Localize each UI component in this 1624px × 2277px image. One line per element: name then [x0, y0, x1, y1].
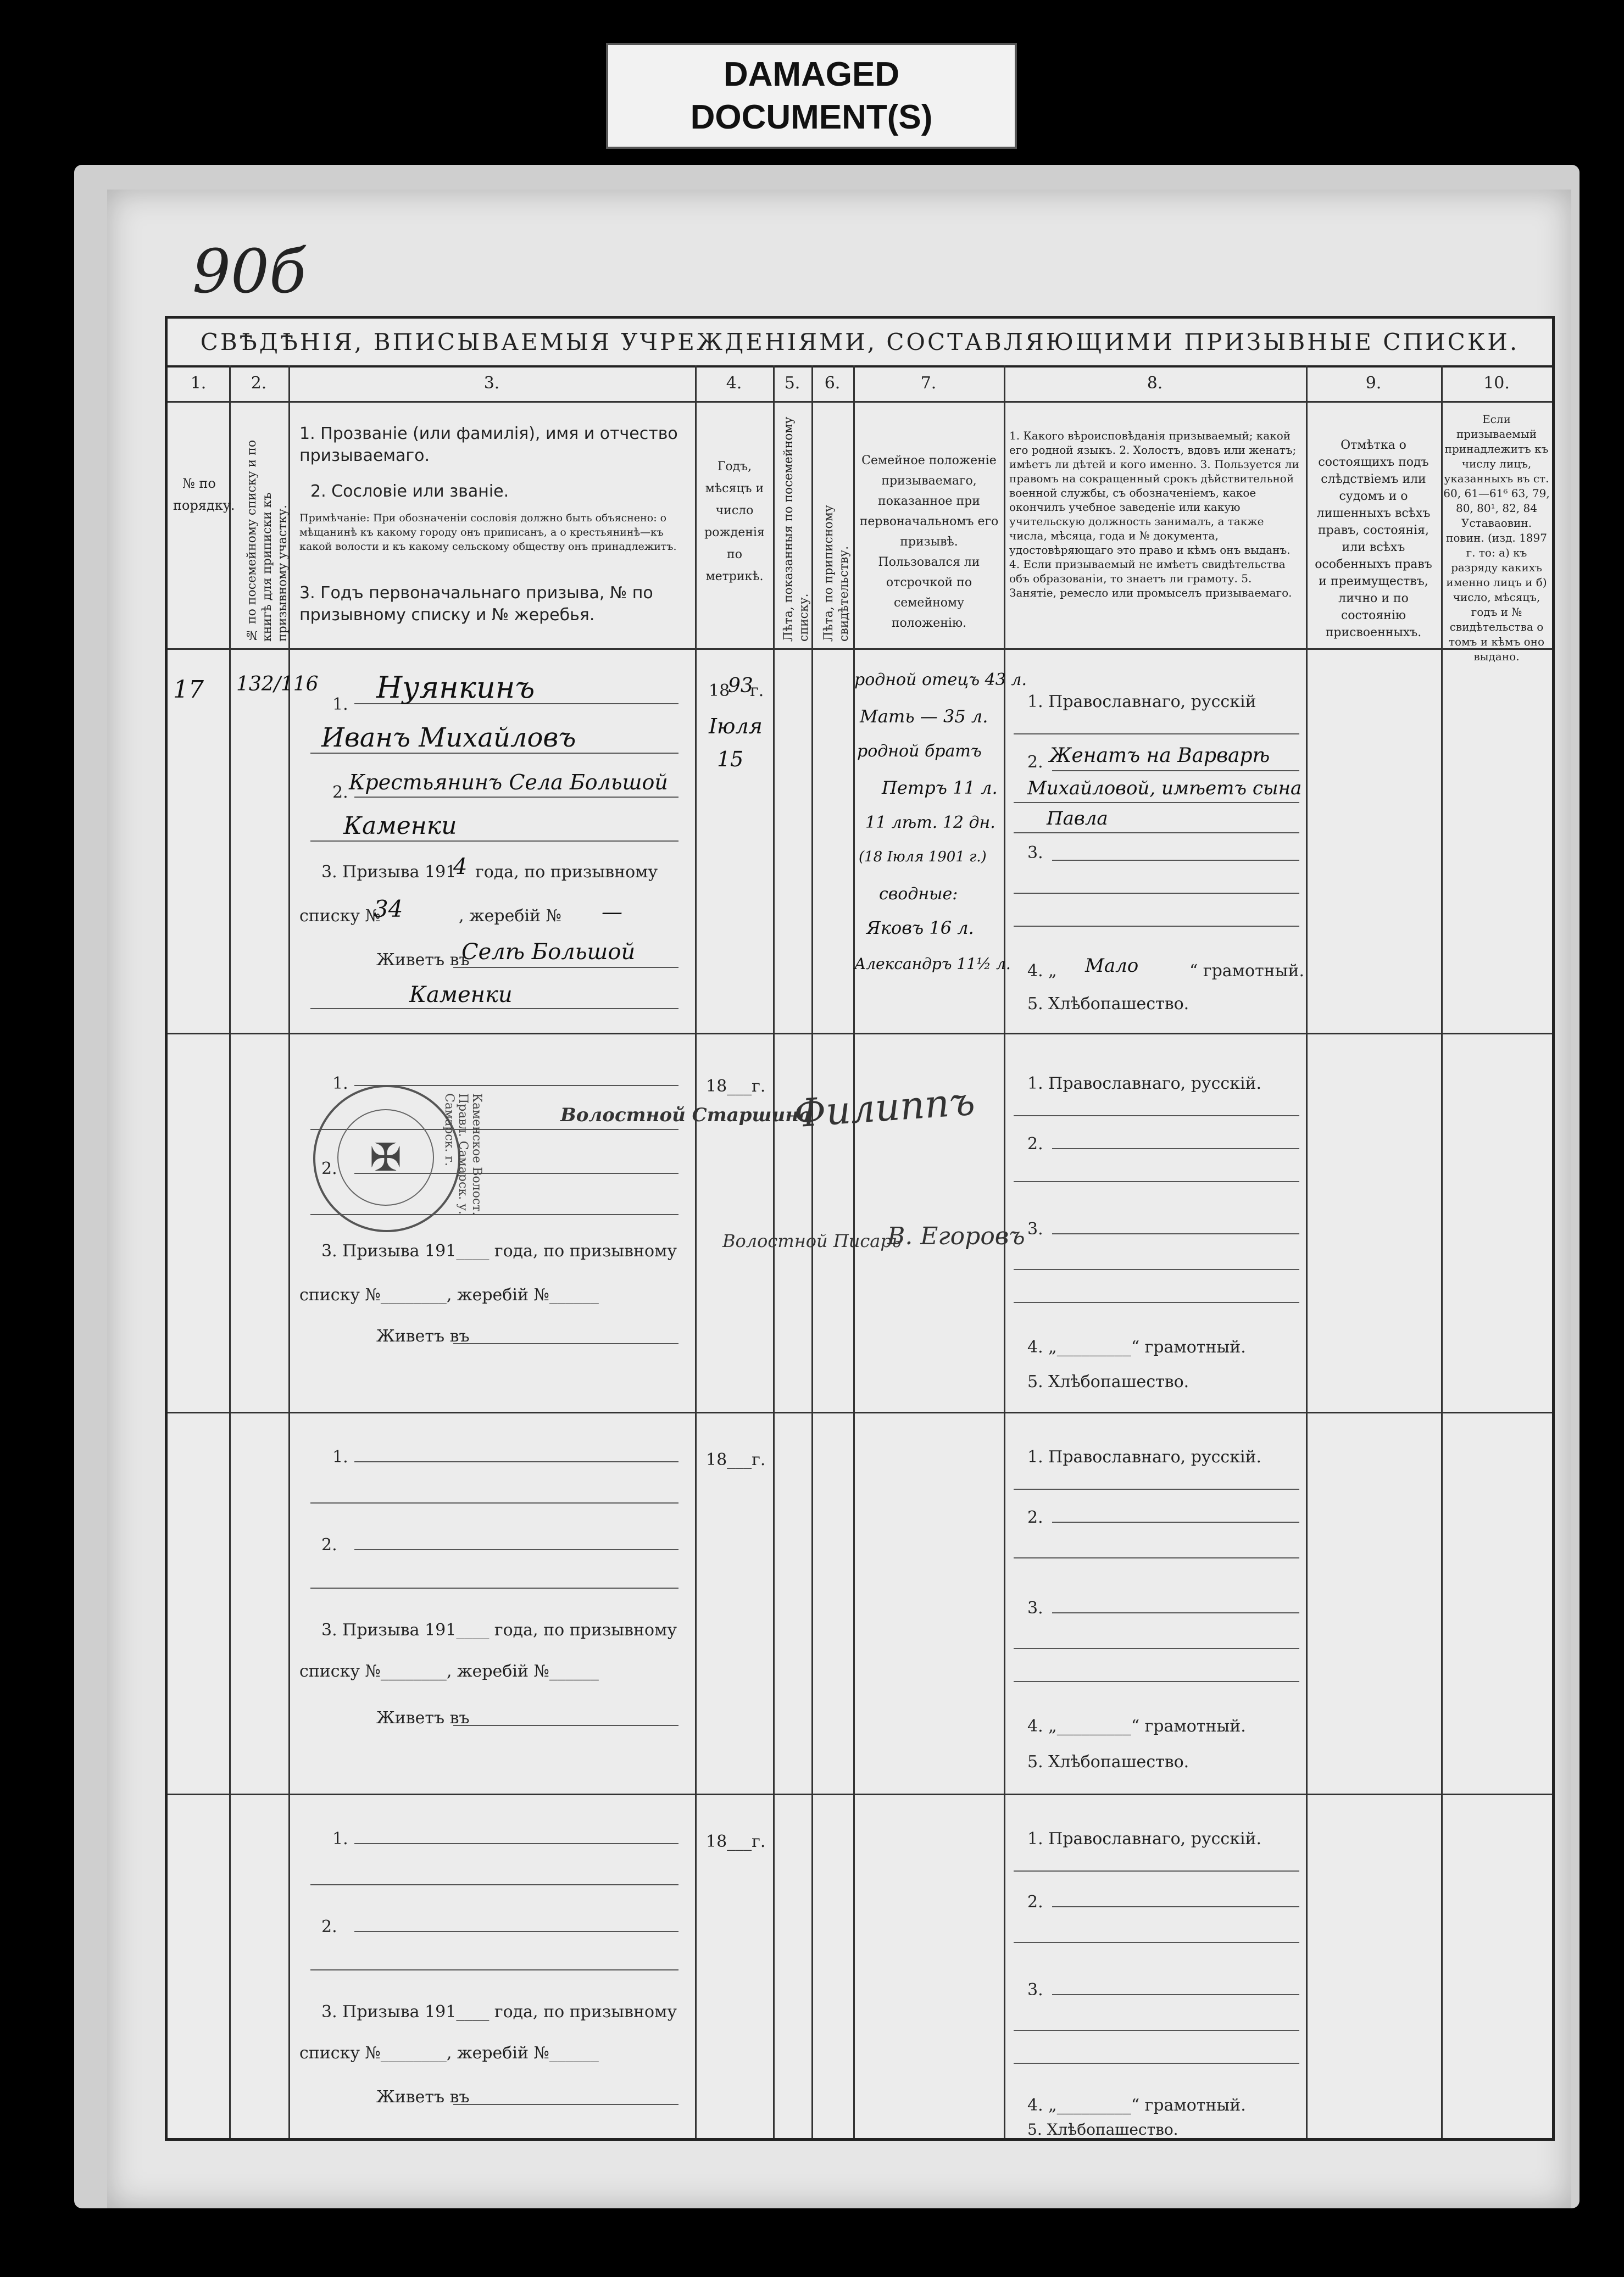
official-seal: [313, 1085, 460, 1232]
header-c5: Лѣта, показанныя по посемейному списку.: [782, 416, 811, 642]
elder-signature: Филиппъ: [792, 1078, 977, 1137]
entry2-list: списку №________, жеребій №______: [299, 1285, 599, 1305]
col-number: 1.: [190, 374, 207, 393]
entry-list-num: 34: [374, 895, 403, 922]
entry-lives: Селѣ Большой: [461, 939, 636, 965]
underline: [1052, 1148, 1299, 1149]
entry2-c8-3: 3.: [1027, 1220, 1043, 1239]
entry-birth-day: 15: [717, 747, 744, 771]
col-divider: [695, 365, 697, 2138]
underline: [1014, 733, 1299, 734]
entry3-draft: 3. Призыва 191____ года, по призывному: [321, 1621, 677, 1640]
entry2-lives-label: Живетъ въ: [376, 1327, 470, 1346]
family-line: Яковъ 16 л.: [866, 917, 974, 938]
entry-line1-prefix: 1.: [332, 695, 348, 714]
row-divider: [168, 1033, 1552, 1034]
entry-list-number: 132/116: [236, 673, 319, 695]
header-c2: № по посемейному списку и по книгѣ для приписки къ призывному участку.: [245, 439, 290, 642]
col-divider: [853, 365, 855, 2138]
underline: [310, 840, 678, 842]
underline: [1052, 1522, 1299, 1523]
entry3-birth: 18___г.: [706, 1450, 766, 1469]
underline: [1014, 1115, 1299, 1116]
col-number: 3.: [483, 374, 500, 393]
entry2-c8-4: 4. „_________“ грамотный.: [1027, 1338, 1246, 1357]
col-number: 6.: [824, 374, 841, 393]
header-c3-item3: 3. Годъ первоначальнаго призыва, № по призывному списку и № жеребья.: [299, 583, 653, 625]
col-number: 4.: [726, 374, 742, 393]
entry-list-label: списку №: [299, 906, 381, 926]
entry4-c8-religion: 1. Православнаго, русскій.: [1027, 1829, 1262, 1849]
entry3-c8-3: 3.: [1027, 1599, 1043, 1618]
family-line: Александръ 11½ л.: [854, 955, 1011, 973]
entry2-draft: 3. Призыва 191____ года, по призывному: [321, 1242, 677, 1261]
underline: [1052, 1612, 1299, 1613]
underline: [1014, 1269, 1299, 1270]
underline: [354, 1931, 678, 1932]
family-line: сводные:: [879, 884, 958, 904]
underline: [1014, 926, 1299, 927]
c8-occupation: 5. Хлѣбопашество.: [1027, 994, 1189, 1014]
underline: [354, 1549, 678, 1550]
entry-draft-label-a: 3. Призыва 191: [321, 862, 457, 882]
damaged-label-line1: DAMAGED: [723, 55, 900, 93]
row-divider: [168, 1794, 1552, 1795]
family-line: 11 лѣт. 12 дн.: [865, 813, 995, 832]
header-c3-note: Примѣчаніе: При обозначеніи сословія должно быть объяснено: о мѣщанинѣ къ какому городу онъ приписанъ, а о крестьянинѣ—къ какой волости и къ какому сельскому обществу онъ принадлежитъ.: [299, 512, 677, 553]
col-number: 7.: [920, 374, 937, 393]
col-number: 10.: [1483, 374, 1510, 393]
c8-literacy: Мало: [1085, 955, 1139, 977]
eagle-emblem-icon: ✠: [337, 1109, 434, 1206]
header-c7: Семейное положеніе призываемаго, показанное при первоначальномъ его призывѣ. Пользовался ли отсрочкой по семейному положенію.: [859, 454, 999, 630]
header-c3-item1: 1. Прозваніе (или фамилія), имя и отчество призываемаго.: [299, 424, 678, 465]
underline: [453, 967, 678, 968]
c8-marital: Женатъ на Варварѣ: [1049, 744, 1270, 767]
underline: [1014, 2030, 1299, 2031]
entry-birth-suffix: г.: [750, 681, 764, 700]
entry2-c8-2: 2.: [1027, 1134, 1043, 1154]
underline: [1014, 1181, 1299, 1182]
entry-number: 17: [173, 676, 204, 704]
entry4-draft: 3. Призыва 191____ года, по призывному: [321, 2002, 677, 2022]
underline: [453, 2104, 678, 2105]
entry4-c8-3: 3.: [1027, 1980, 1043, 2000]
row-divider: [168, 1412, 1552, 1413]
entry4-lives-label: Живетъ въ: [376, 2087, 470, 2107]
margin-page-number: 90б: [192, 236, 307, 307]
underline: [354, 1085, 678, 1086]
c8-marital-2: Михайловой, имѣетъ сына: [1027, 777, 1302, 799]
form-title: СВѢДѢНІЯ, ВПИСЫВАЕМЫЯ УЧРЕЖДЕНІЯМИ, СОСТАВЛЯЮЩИМИ ПРИЗЫВНЫЕ СПИСКИ.: [168, 319, 1552, 368]
entry-lives-label: Живетъ въ: [376, 950, 470, 970]
entry-estate: Крестьянинъ Села Большой: [349, 770, 668, 794]
underline: [1052, 1906, 1299, 1907]
c8-religion: 1. Православнаго, русскій: [1027, 692, 1256, 711]
clerk-signature: В. Егоровъ: [887, 1222, 1025, 1250]
row-divider: [168, 648, 1552, 650]
elder-title: Волостной Старшина: [560, 1104, 811, 1126]
underline: [1014, 1681, 1299, 1682]
entry2-birth: 18___г.: [706, 1077, 766, 1096]
c8-literacy-suffix: “ грамотный.: [1189, 961, 1305, 981]
underline: [453, 1343, 678, 1344]
entry4-c8-2: 2.: [1027, 1892, 1043, 1912]
family-line: Петръ 11 л.: [882, 777, 998, 798]
col-divider: [773, 365, 775, 2138]
underline: [1014, 1648, 1299, 1649]
entry3-list: списку №________, жеребій №______: [299, 1662, 599, 1681]
entry3-c8-4: 4. „_________“ грамотный.: [1027, 1717, 1246, 1736]
header-c9: Отмѣтка о состоящихъ подъ слѣдствіемъ или судомъ и о лишенныхъ всѣхъ правъ, состоянія, или всѣхъ особенныхъ правъ и преимуществъ, лично и по состоянію присвоенныхъ.: [1315, 438, 1432, 639]
col-number: 8.: [1147, 374, 1163, 393]
underline: [1014, 1870, 1299, 1872]
underline: [310, 1884, 678, 1885]
underline: [310, 1502, 678, 1504]
col-number: 5.: [784, 374, 800, 393]
underline: [1014, 893, 1299, 894]
underline: [1052, 1994, 1299, 1995]
entry-name-patronymic: Иванъ Михайловъ: [321, 722, 576, 753]
entry-draft-label-b: года, по призывному: [475, 862, 658, 882]
underline: [1014, 1302, 1299, 1303]
underline: [1052, 1233, 1299, 1234]
underline: [1052, 860, 1299, 861]
col-divider: [1004, 365, 1005, 2138]
header-c1: № по порядку.: [173, 476, 235, 513]
entry4-line2-prefix: 2.: [321, 1917, 337, 1936]
entry4-c8-5: 5. Хлѣбопашество.: [1027, 2120, 1178, 2139]
family-line: родной отецъ 43 л.: [854, 670, 1027, 689]
underline: [1014, 1942, 1299, 1943]
c8-marital-prefix: 2.: [1027, 753, 1043, 772]
header-c3-item2: 2. Сословіе или званіе.: [310, 482, 509, 501]
entry-birth-month: Іюля: [709, 714, 763, 738]
underline: [354, 1843, 678, 1844]
row-divider: [168, 401, 1552, 403]
underline: [1014, 1489, 1299, 1490]
header-c4: Годъ, мѣсяцъ и число рожденія по метрикѣ.: [704, 460, 765, 583]
entry2-line2-prefix: 2.: [321, 1159, 337, 1178]
clerk-title: Волостной Писарь: [722, 1231, 902, 1251]
c8-privilege: 3.: [1027, 843, 1043, 862]
col-number: 9.: [1365, 374, 1382, 393]
underline: [310, 1008, 678, 1009]
entry3-c8-2: 2.: [1027, 1508, 1043, 1527]
entry3-c8-religion: 1. Православнаго, русскій.: [1027, 1448, 1262, 1467]
underline: [1014, 832, 1299, 833]
entry-lot-num: —: [602, 900, 622, 924]
entry4-line1-prefix: 1.: [332, 1829, 348, 1849]
entry2-c8-5: 5. Хлѣбопашество.: [1027, 1372, 1189, 1391]
header-c8: 1. Какого вѣроисповѣданія призываемый; какой его родной языкъ. 2. Холостъ, вдовъ или женатъ; имѣетъ ли дѣтей и кого именно. 3. Пользуется ли правомъ на сокращенный срокъ дѣйствительной военной службы, съ обозначеніемъ, какое окончилъ учебное заведеніе или какую учительскую должность занималъ, а также числа, мѣсяца, года и № документа, удостовѣряющаго это право и кѣмъ онъ выданъ. 4. Если призываемый не имѣетъ свидѣтельства объ образованіи, то знаетъ ли грамоту. 5. Занятіе, ремесло или промыселъ призываемаго.: [1009, 429, 1299, 599]
entry3-line1-prefix: 1.: [332, 1448, 348, 1467]
entry-line2-prefix: 2.: [332, 783, 348, 802]
underline: [354, 1461, 678, 1462]
underline: [310, 1969, 678, 1970]
damaged-label-line2: DOCUMENT(S): [690, 98, 933, 136]
col-divider: [1441, 365, 1443, 2138]
underline: [310, 1588, 678, 1589]
damaged-document-label: [606, 43, 1017, 149]
family-line: родной братъ: [857, 742, 982, 761]
underline: [453, 1725, 678, 1726]
underline: [354, 797, 678, 798]
header-c6: Лѣта, по приписному свидѣтельству.: [822, 505, 851, 642]
family-line: (18 Іюля 1901 г.): [859, 849, 987, 865]
entry-surname: Нуянкинъ: [376, 670, 535, 705]
entry3-lives-label: Живетъ въ: [376, 1708, 470, 1728]
entry4-list: списку №________, жеребій №______: [299, 2044, 599, 2063]
entry4-birth: 18___г.: [706, 1832, 766, 1851]
underline: [1014, 802, 1299, 803]
entry2-line1-prefix: 1.: [332, 1074, 348, 1093]
underline: [1014, 1557, 1299, 1558]
c8-marital-3: Павла: [1047, 808, 1108, 829]
entry-lot-label: , жеребій №: [459, 906, 561, 926]
entry3-line2-prefix: 2.: [321, 1535, 337, 1555]
c8-literacy-prefix: 4. „: [1027, 961, 1057, 981]
col-divider: [229, 365, 231, 2138]
entry-estate-village: Каменки: [343, 812, 457, 840]
col-number: 2.: [251, 374, 267, 393]
entry4-c8-4: 4. „_________“ грамотный.: [1027, 2096, 1246, 2115]
family-line: Мать — 35 л.: [860, 706, 988, 727]
underline: [1052, 770, 1299, 771]
entry3-c8-5: 5. Хлѣбопашество.: [1027, 1752, 1189, 1772]
underline: [1014, 2063, 1299, 2064]
entry-draft-year: 4: [453, 854, 468, 879]
entry-birth-prefix: 18: [709, 681, 730, 700]
seal-text: Каменское Волост. Правл. Самарск. у. Самарск. г.: [442, 1093, 483, 1216]
header-c10: Если призываемый принадлежитъ къ числу лицъ, указанныхъ въ ст. 60, 61—61⁶ 63, 79, 80, 80¹, 82, 84 Уставаовин. повин. (изд. 1897 г. то: а) къ разряду какихъ именно лицъ и б) число, мѣсяцъ, годъ и № свидѣтельства о томъ и кѣмъ оно выдано.: [1443, 413, 1550, 663]
entry-birth-year: 93: [728, 675, 753, 697]
entry2-c8-religion: 1. Православнаго, русскій.: [1027, 1074, 1262, 1093]
col-divider: [1306, 365, 1308, 2138]
entry-lives-2: Каменки: [409, 982, 513, 1007]
